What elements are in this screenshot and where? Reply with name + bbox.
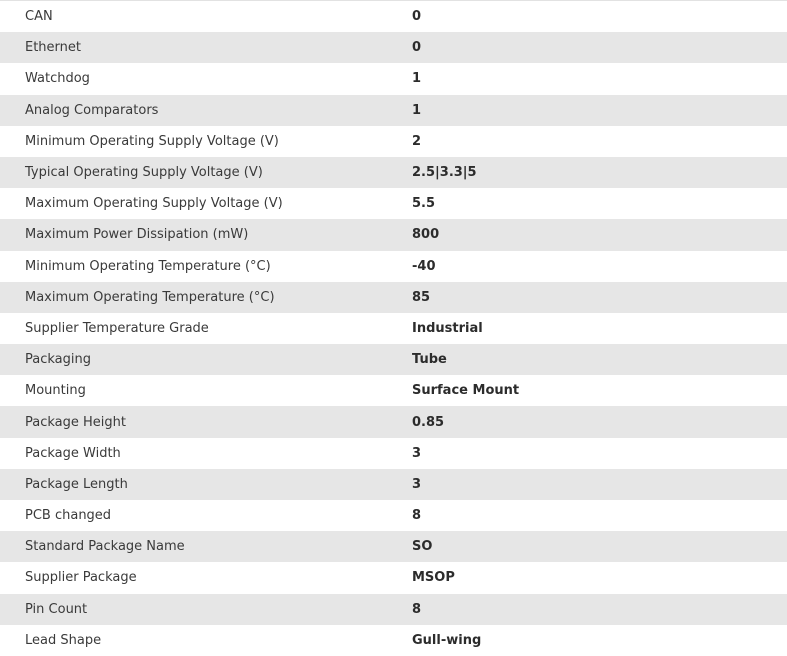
spec-label: Ethernet <box>25 40 81 56</box>
spec-row-can <box>0 1 787 32</box>
spec-row-max-operating-temperature <box>0 282 787 313</box>
spec-row-temperature-grade <box>0 313 787 344</box>
spec-label: Minimum Operating Temperature (°C) <box>25 258 271 274</box>
spec-value: 5.5 <box>412 196 436 212</box>
spec-value: 0 <box>412 9 422 25</box>
spec-label: Maximum Operating Temperature (°C) <box>25 289 275 305</box>
spec-row-pin-count <box>0 594 787 625</box>
spec-value: 1 <box>412 102 422 118</box>
spec-row-max-power-dissipation <box>0 219 787 250</box>
spec-value: -40 <box>412 258 436 274</box>
spec-label: Mounting <box>25 383 86 399</box>
spec-row-min-operating-temperature <box>0 251 787 282</box>
spec-label: Package Length <box>25 476 128 492</box>
spec-value: 0.85 <box>412 414 445 430</box>
spec-value: 800 <box>412 227 440 243</box>
spec-value: Industrial <box>412 320 483 336</box>
spec-row-ethernet <box>0 32 787 63</box>
spec-value: 1 <box>412 71 422 87</box>
spec-row-min-supply-voltage <box>0 126 787 157</box>
spec-label: PCB changed <box>25 508 112 524</box>
spec-label: Maximum Operating Supply Voltage (V) <box>25 196 283 212</box>
spec-label: Lead Shape <box>25 632 102 648</box>
spec-value: Tube <box>412 352 447 368</box>
spec-row-packaging <box>0 344 787 375</box>
spec-label: Supplier Package <box>25 570 137 586</box>
spec-row-standard-package-name <box>0 531 787 562</box>
spec-label: Packaging <box>25 352 91 368</box>
spec-row-package-height <box>0 406 787 437</box>
spec-value: 3 <box>412 445 422 461</box>
spec-value: SO <box>412 539 433 555</box>
spec-row-analog-comparators <box>0 95 787 126</box>
spec-label: Supplier Temperature Grade <box>25 320 209 336</box>
spec-row-lead-shape <box>0 625 787 656</box>
spec-value: 8 <box>412 601 422 617</box>
spec-label: Typical Operating Supply Voltage (V) <box>25 165 263 181</box>
spec-value: MSOP <box>412 570 455 586</box>
spec-row-supplier-package <box>0 562 787 593</box>
spec-value: 85 <box>412 289 431 305</box>
spec-row-pcb-changed <box>0 500 787 531</box>
spec-label: Package Height <box>25 414 126 430</box>
spec-label: Analog Comparators <box>25 102 159 118</box>
spec-label: Package Width <box>25 445 121 461</box>
spec-label: Maximum Power Dissipation (mW) <box>25 227 249 243</box>
spec-row-watchdog <box>0 63 787 94</box>
spec-value: Gull-wing <box>412 632 482 648</box>
spec-label: Minimum Operating Supply Voltage (V) <box>25 133 279 149</box>
spec-value: Surface Mount <box>412 383 520 399</box>
spec-row-package-length <box>0 469 787 500</box>
spec-label: Watchdog <box>25 71 90 87</box>
spec-value: 2.5|3.3|5 <box>412 165 477 181</box>
spec-value: 2 <box>412 133 422 149</box>
spec-value: 0 <box>412 40 422 56</box>
spec-row-typical-supply-voltage <box>0 157 787 188</box>
spec-row-max-supply-voltage <box>0 188 787 219</box>
spec-label: Standard Package Name <box>25 539 185 555</box>
spec-label: CAN <box>25 9 53 25</box>
spec-row-package-width <box>0 438 787 469</box>
spec-value: 3 <box>412 476 422 492</box>
spec-row-mounting <box>0 375 787 406</box>
spec-value: 8 <box>412 508 422 524</box>
spec-label: Pin Count <box>25 601 88 617</box>
